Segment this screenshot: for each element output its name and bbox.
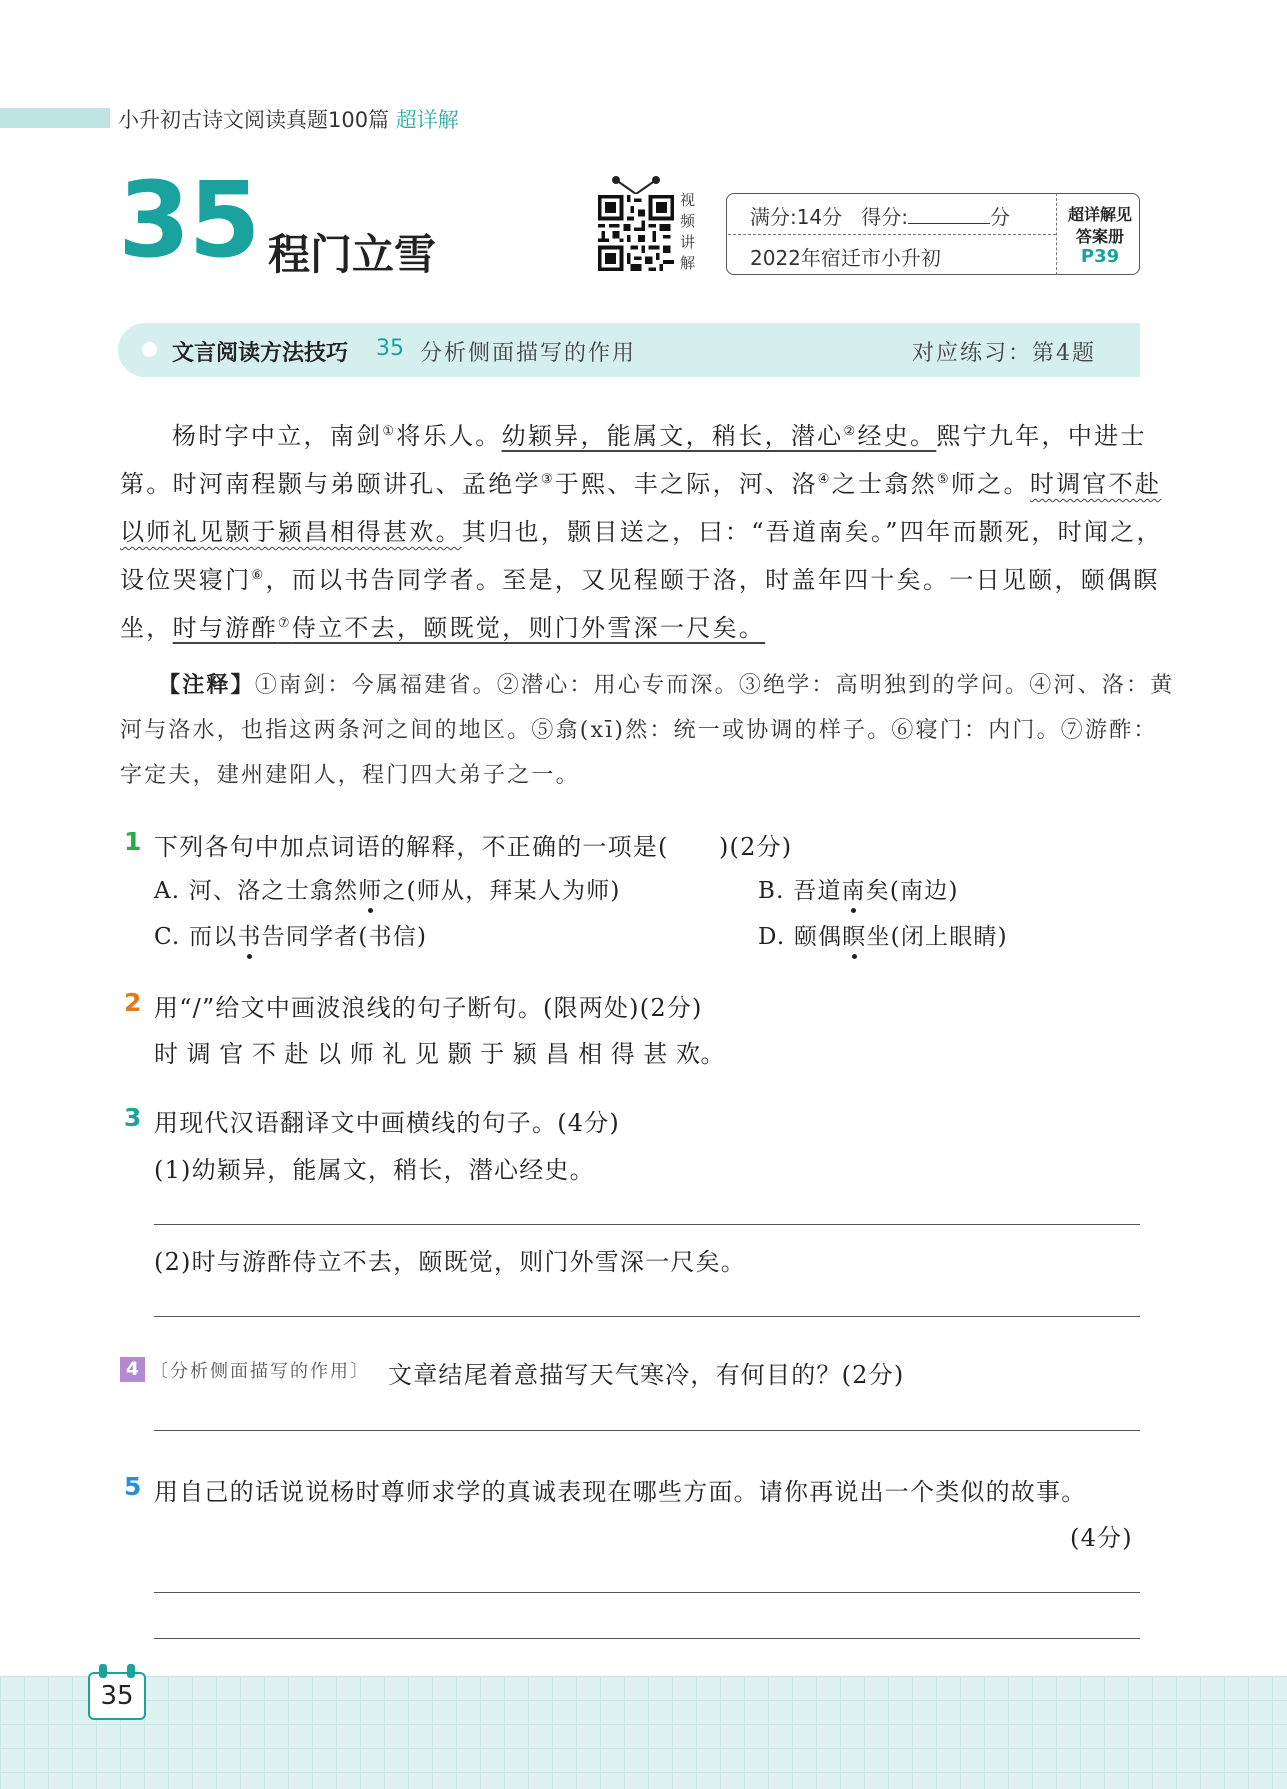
passage-text: 之士翕然 bbox=[831, 470, 937, 498]
question-4-text: 文章结尾着意描写天气寒冷，有何目的？(2分) bbox=[388, 1361, 905, 1389]
notes-line bbox=[120, 668, 1175, 699]
passage-text: 坐， bbox=[120, 614, 173, 642]
passage-text: 幼颖异，能属文，稍长，潜心 bbox=[501, 422, 844, 450]
footnote-marker: ④ bbox=[817, 472, 832, 487]
question-number-2: 2 bbox=[124, 988, 142, 1017]
passage-text: 于熙、丰之际，河、洛 bbox=[554, 470, 818, 498]
footer-grid-band bbox=[0, 1676, 1287, 1789]
page-number: 35 bbox=[100, 1681, 134, 1711]
passage-text: 师之。 bbox=[950, 470, 1030, 498]
q3-sub1: (1)幼颖异，能属文，稍长，潜心经史。 bbox=[154, 1156, 595, 1184]
underlined-sentence bbox=[173, 614, 766, 642]
notes-text: ①南剑：今属福建省。②潜心：用心专而深。③绝学：高明独到的学问。④河、洛：黄 bbox=[254, 673, 1175, 698]
footnote-marker: ② bbox=[843, 424, 858, 439]
score-row bbox=[750, 201, 1010, 230]
question-2-text: 用“/”给文中画波浪线的句子断句。(限两处)(2分) bbox=[154, 994, 703, 1022]
q1-option-b[interactable] bbox=[758, 872, 959, 905]
passage-line bbox=[120, 560, 1160, 595]
qr-video-label bbox=[680, 190, 702, 274]
passage-text: 时与游酢 bbox=[172, 614, 278, 642]
option-text: 坐(闭上眼睛) bbox=[866, 924, 1008, 950]
footnote-marker: ① bbox=[382, 424, 397, 439]
question-5-text: 用自己的话说说杨时尊师求学的真诚表现在哪些方面。请你再说出一个类似的故事。 bbox=[154, 1478, 1087, 1506]
answer-line[interactable] bbox=[154, 1316, 1140, 1317]
passage-text: 设位哭寝门 bbox=[120, 566, 252, 594]
q1-option-d[interactable] bbox=[758, 918, 1008, 951]
notes-line: 河与洛水，也指这两条河之间的地区。⑤翕(xī)然：统一或协调的样子。⑥寝门：内门。⑦游酢： bbox=[120, 718, 1158, 743]
question-1-text: 下列各句中加点词语的解释，不正确的一项是( )(2分) bbox=[154, 833, 793, 861]
option-text: 之(师从，拜某人为师) bbox=[382, 878, 621, 904]
answer-line[interactable] bbox=[154, 1224, 1140, 1225]
passage-line bbox=[120, 464, 1162, 499]
bullet-dot-icon bbox=[142, 342, 157, 357]
option-text: 告同学者(书信) bbox=[261, 924, 428, 950]
method-topic: 分析侧面描写的作用 bbox=[420, 341, 637, 366]
passage-text: 杨时字中立，南剑 bbox=[172, 422, 383, 450]
score-input-blank[interactable] bbox=[908, 205, 990, 224]
method-title: 文言阅读方法技巧 bbox=[172, 341, 349, 366]
score-divider bbox=[728, 234, 1056, 235]
book-title-accent: 超详解 bbox=[395, 108, 459, 132]
calendar-ring-icon bbox=[99, 1664, 107, 1678]
method-practice-ref: 对应练习：第4题 bbox=[912, 341, 1096, 366]
q1-option-c[interactable] bbox=[154, 918, 427, 951]
footnote-marker: ⑥ bbox=[251, 568, 266, 583]
option-text: 矣(南边) bbox=[865, 878, 959, 904]
question-number-3: 3 bbox=[124, 1103, 142, 1132]
passage-text: 经史。 bbox=[857, 422, 937, 450]
answer-line[interactable] bbox=[154, 1430, 1140, 1431]
qr-code-icon[interactable] bbox=[598, 192, 674, 274]
q2-sentence[interactable]: 时 调 官 不 赴 以 师 礼 见 颢 于 颍 昌 相 得 甚 欢。 bbox=[154, 1040, 726, 1068]
answer-ref-line1: 超详解见 bbox=[1067, 205, 1132, 224]
full-score: 满分:14分 bbox=[750, 205, 843, 229]
question-3-text: 用现代汉语翻译文中画横线的句子。(4分) bbox=[154, 1109, 620, 1137]
footnote-marker: ⑦ bbox=[277, 616, 292, 631]
q1-option-a[interactable] bbox=[154, 872, 621, 905]
underlined-sentence bbox=[502, 422, 937, 450]
qr-label-char: 讲 bbox=[680, 233, 696, 251]
qr-label-char: 视 bbox=[680, 191, 696, 209]
header-accent-bar bbox=[0, 108, 110, 128]
exam-source: 2022年宿迁市小升初 bbox=[750, 246, 941, 270]
q4-method-tag: 〔分析侧面描写的作用〕 bbox=[150, 1361, 370, 1382]
notes-line: 字定夫，建州建阳人，程门四大弟子之一。 bbox=[120, 763, 580, 788]
question-number-5: 5 bbox=[124, 1472, 142, 1501]
calendar-ring-icon bbox=[127, 1664, 135, 1678]
option-text: C. 而以 bbox=[154, 924, 238, 950]
book-title-main: 小升初古诗文阅读真题100篇 bbox=[118, 108, 390, 132]
footnote-marker: ③ bbox=[540, 472, 555, 487]
qr-label-char: 频 bbox=[680, 212, 696, 230]
score-label: 得分: bbox=[861, 205, 909, 229]
option-text: A. 河、洛之士翕然 bbox=[154, 878, 359, 904]
passage-line bbox=[120, 512, 1163, 547]
wavy-underlined-sentence: 时调官不赴 bbox=[1029, 470, 1162, 498]
option-text: D. 颐偶 bbox=[758, 924, 843, 950]
option-text: B. 吾道 bbox=[758, 878, 842, 904]
qr-label-char: 解 bbox=[680, 254, 696, 272]
emphasis-dotted-char: 瞑 bbox=[842, 924, 867, 950]
passage-text: 其归也，颢目送之，曰：“吾道南矣。”四年而颢死，时闻之， bbox=[461, 518, 1163, 546]
notes-label: 【注释】 bbox=[158, 673, 255, 698]
question-number-1: 1 bbox=[124, 827, 142, 856]
passage-text: 第。时河南程颢与弟颐讲孔、孟绝学 bbox=[120, 470, 541, 498]
footnote-marker: ⑤ bbox=[936, 472, 951, 487]
book-title bbox=[118, 104, 459, 134]
wavy-underlined-sentence: 以师礼见颢于颍昌相得甚欢。 bbox=[120, 518, 462, 546]
q3-sub2: (2)时与游酢侍立不去，颐既觉，则门外雪深一尺矣。 bbox=[154, 1248, 746, 1276]
answer-page-ref: P39 bbox=[1080, 246, 1120, 267]
emphasis-dotted-char: 书 bbox=[237, 924, 262, 950]
q5-score: (4分) bbox=[1070, 1524, 1133, 1552]
answer-line[interactable] bbox=[154, 1592, 1140, 1593]
answer-line[interactable] bbox=[154, 1638, 1140, 1639]
lesson-title: 程门立雪 bbox=[268, 230, 437, 279]
emphasis-dotted-char: 南 bbox=[841, 878, 866, 904]
passage-text: 熙宁九年，中进士 bbox=[936, 422, 1147, 450]
passage-text: 侍立不去，颐既觉，则门外雪深一尺矣。 bbox=[291, 614, 766, 642]
score-unit: 分 bbox=[990, 205, 1011, 229]
lesson-number: 35 bbox=[118, 159, 259, 281]
passage-line bbox=[120, 608, 1140, 643]
emphasis-dotted-char: 师 bbox=[358, 878, 383, 904]
passage-text: ，而以书告同学者。至是，又见程颐于洛，时盖年四十矣。一日见颐，颐偶瞑 bbox=[265, 566, 1160, 594]
method-number: 35 bbox=[376, 336, 404, 361]
passage-line bbox=[120, 416, 1147, 451]
question-number-4: 4 bbox=[120, 1357, 145, 1382]
passage-text: 将乐人。 bbox=[396, 422, 502, 450]
score-vertical-divider bbox=[1056, 193, 1057, 275]
answer-ref-line2: 答案册 bbox=[1075, 227, 1124, 246]
